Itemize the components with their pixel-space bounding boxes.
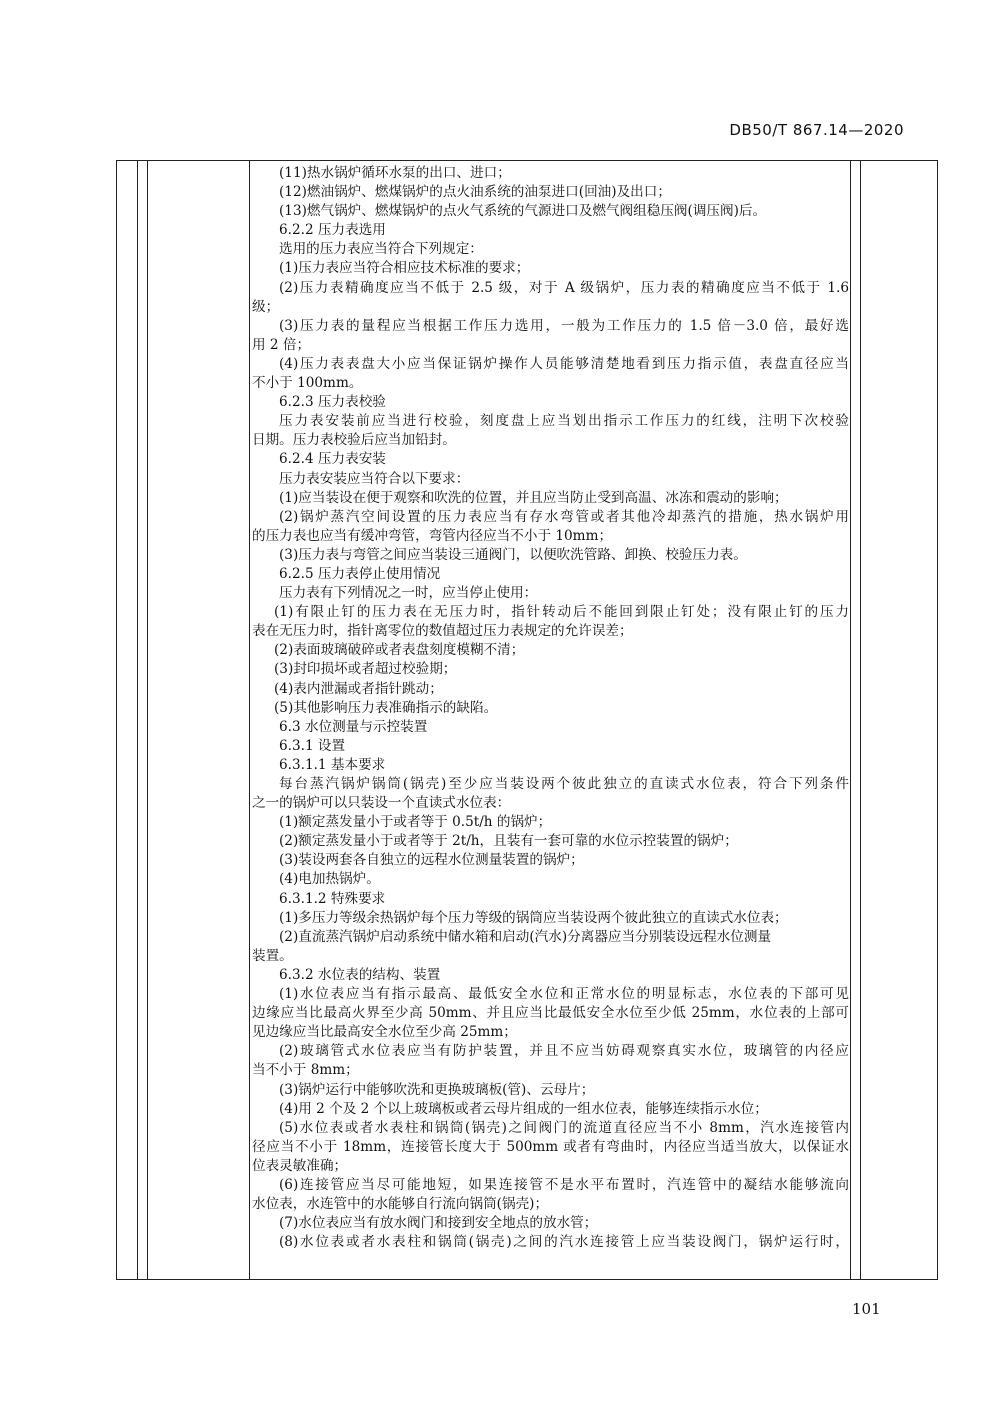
text-line: 日期。压力表校验后应当加铅封。 <box>252 432 456 449</box>
text-line: 压力表有下列情况之一时，应当停止使用： <box>279 585 538 602</box>
table-divider <box>147 161 148 1279</box>
text-line: (5)其他影响压力表准确指示的缺陷。 <box>274 699 498 716</box>
text-line: 水位表，水连管中的水能够自行流向锅筒(锅壳)； <box>252 1196 549 1213</box>
text-line: (1)应当装设在便于观察和吹洗的位置，并且应当防止受到高温、冰冻和震动的影响； <box>279 489 788 506</box>
text-line: 6.3.1 设置 <box>279 737 346 754</box>
text-line: 6.2.2 压力表选用 <box>279 222 386 239</box>
text-line: 6.3.1.2 特殊要求 <box>279 890 386 907</box>
text-line: (6)连接管应当尽可能地短，如果连接管不是水平布置时，汽连管中的凝结水能够流向 <box>279 1176 849 1193</box>
text-line: (3)装设两套各自独立的远程水位测量装置的锅炉； <box>279 852 584 869</box>
text-line: (12)燃油锅炉、燃煤锅炉的点火油系统的油泵进口(回油)及出口； <box>279 184 671 201</box>
text-line: (2)压力表精确度应当不低于 2.5 级，对于 A 级锅炉，压力表的精确度应当不低于 1.6 <box>279 279 849 296</box>
text-line: 的压力表也应当有缓冲弯管，弯管内径应当不小于 10mm； <box>252 527 613 544</box>
text-line: (8)水位表或者水表柱和锅筒(锅壳)之间的汽水连接管上应当装设阀门，锅炉运行时， <box>279 1234 849 1251</box>
text-line: (2)玻璃管式水位表应当有防护装置，并且不应当妨碍观察真实水位，玻璃管的内径应 <box>279 1043 849 1060</box>
text-line: (1)额定蒸发量小于或者等于 0.5t/h 的锅炉； <box>279 814 552 831</box>
text-line: 当不小于 8mm； <box>252 1062 359 1079</box>
text-line: 装置。 <box>252 947 293 964</box>
text-line: (1)水位表应当有指示最高、最低安全水位和正常水位的明显标志，水位表的下部可见 <box>279 986 849 1003</box>
text-line: (1)有限止钉的压力表在无压力时，指针转动后不能回到限止钉处；没有限止钉的压力 <box>274 604 849 621</box>
text-line: 6.2.3 压力表校验 <box>279 394 386 411</box>
text-line: (2)表面玻璃破碎或者表盘刻度模糊不清； <box>274 642 525 659</box>
table-divider <box>249 161 250 1279</box>
text-line: 6.2.5 压力表停止使用情况 <box>279 565 441 582</box>
text-line: 6.3 水位测量与示控装置 <box>279 718 428 735</box>
text-line: 每台蒸汽锅炉锅筒(锅壳)至少应当装设两个彼此独立的直读式水位表，符合下列条件 <box>279 776 849 792</box>
page-number: 101 <box>852 1300 881 1318</box>
document-code: DB50/T 867.14—2020 <box>729 121 904 139</box>
text-line: 压力表安装前应当进行校验，刻度盘上应当划出指示工作压力的红线，注明下次校验 <box>279 413 849 430</box>
text-line: 选用的压力表应当符合下列规定： <box>279 241 483 258</box>
text-line: 压力表安装应当符合以下要求： <box>279 470 470 487</box>
text-line: (7)水位表应当有放水阀门和接到安全地点的放水管； <box>279 1215 598 1232</box>
table-divider <box>137 161 138 1279</box>
text-line: (1)压力表应当符合相应技术标准的要求； <box>279 260 530 277</box>
text-line: 径应当不小于 18mm，连接管长度大于 500mm 或者有弯曲时，内径应当适当放大，以保证水 <box>252 1138 849 1155</box>
text-line: (4)压力表表盘大小应当保证锅炉操作人员能够清楚地看到压力指示值，表盘直径应当 <box>279 355 849 372</box>
text-line: 之一的锅炉可以只装设一个直读式水位表： <box>252 795 511 812</box>
text-line: (13)燃气锅炉、燃煤锅炉的点火气系统的气源进口及燃气阀组稳压阀(调压阀)后。 <box>279 203 767 220</box>
text-line: 边缘应当比最高火界至少高 50mm、并且应当比最低安全水位至少低 25mm，水位表的上部可 <box>252 1005 849 1022</box>
text-line: (3)压力表与弯管之间应当装设三通阀门，以便吹洗管路、卸换、校验压力表。 <box>279 546 747 563</box>
text-line: (3)封印损坏或者超过校验期； <box>274 661 457 678</box>
text-line: (1)多压力等级余热锅炉每个压力等级的锅筒应当装设两个彼此独立的直读式水位表； <box>279 909 788 926</box>
text-line: (5)水位表或者水表柱和锅筒(锅壳)之间阀门的流道直径应当不小 8mm，汽水连接管内 <box>279 1119 849 1136</box>
text-line: 表在无压力时，指针离零位的数值超过压力表规定的允许误差； <box>252 623 633 640</box>
text-line: (3)锅炉运行中能够吹洗和更换玻璃板(管)、云母片； <box>279 1081 595 1098</box>
text-line: (2)直流蒸汽锅炉启动系统中储水箱和启动(汽水)分离器应当分别装设远程水位测量 <box>279 928 772 945</box>
table-divider <box>860 161 861 1279</box>
text-line: (4)电加热锅炉。 <box>279 871 380 888</box>
text-line: (2)额定蒸发量小于或者等于 2t/h，且装有一套可靠的水位示控装置的锅炉； <box>279 833 738 850</box>
table-content-cell <box>252 164 849 1252</box>
text-line: 6.3.2 水位表的结构、装置 <box>279 966 441 983</box>
text-line: (4)表内泄漏或者指针跳动； <box>274 680 443 697</box>
text-line: 位表灵敏准确； <box>252 1157 348 1174</box>
text-line: (3)压力表的量程应当根据工作压力选用，一般为工作压力的 1.5 倍－3.0 倍，最好选 <box>279 317 849 334</box>
text-line: 6.3.1.1 基本要求 <box>279 756 386 773</box>
text-line: 不小于 100mm。 <box>252 375 363 392</box>
text-line: (11)热水锅炉循环水泵的出口、进口； <box>279 165 511 181</box>
text-line: 级； <box>252 298 280 315</box>
text-line: 6.2.4 压力表安装 <box>279 451 386 468</box>
text-line: 见边缘应当比最高安全水位至少高 25mm； <box>252 1024 517 1041</box>
text-line: 用 2 倍； <box>252 336 311 353</box>
text-line: (2)锅炉蒸汽空间设置的压力表应当有存水弯管或者其他冷却蒸汽的措施，热水锅炉用 <box>279 508 849 525</box>
text-line: (4)用 2 个及 2 个以上玻璃板或者云母片组成的一组水位表，能够连续指示水位； <box>279 1100 768 1117</box>
table-divider <box>850 161 851 1279</box>
